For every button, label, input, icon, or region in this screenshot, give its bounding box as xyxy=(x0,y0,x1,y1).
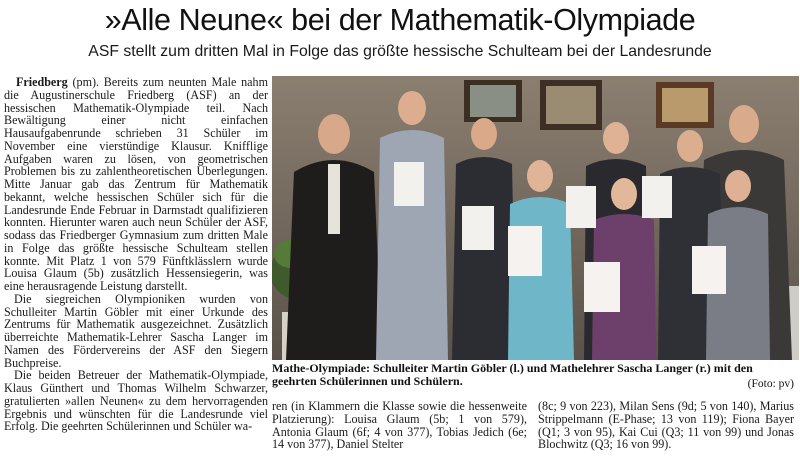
article-paragraph-4: ren (in Klammern die Klasse sowie die hessenweite Platzierung): Louisa Glaum (5b; 1 von 579), Antonia Glaum (6f; 4 von 377), Tobias Jedich (6e; 14 von 377), Daniel Stelter xyxy=(272,399,527,452)
article-column-left xyxy=(4,76,268,464)
photo-credit: (Foto: pv) xyxy=(747,378,794,390)
article-paragraph-1 xyxy=(4,76,268,293)
article-paragraph-5: (8c; 9 von 223), Milan Sens (9d; 5 von 140), Marius Strippelmann (E-Phase; 13 von 119); Fiona Bayer (Q1; 3 von 95), Kai Cui (Q3; 11 von 99) und Jonas Blochwitz (Q3; 16 von 99). xyxy=(538,399,794,452)
headline: »Alle Neune« bei der Mathematik-Olympiade xyxy=(104,3,696,37)
article-paragraph-2: Die siegreichen Olympioniken wurden von Schulleiter Martin Göbler mit einer Urkunde des Zentrums für Mathematik ausgezeichnet. Zusätzlich überreichte Mathematik-Lehrer Sascha Langer im Namen des Fördervereins der ASF den Siegern Buchpreise. xyxy=(4,291,268,370)
subheadline: ASF stellt zum dritten Mal in Folge das größte hessische Schulteam bei der Landesrunde xyxy=(88,43,712,60)
photo-caption: Mathe-Olympiade: Schulleiter Martin Göbler (l.) und Mathelehrer Sascha Langer (r.) mit den geehrten Schülerinnen und Schülern. xyxy=(272,361,753,388)
article-paragraph-3: Die beiden Betreuer der Mathematik-Olympiade, Klaus Günthert und Thomas Wilhelm Schwarzer, gratulierten »allen Neunen« zu dem hervorragenden Ergebnis und wünschten für die Landesrunde viel Erfolg. Die geehrten Schülerinnen und Schüler wa- xyxy=(4,368,268,434)
article-column-right xyxy=(538,400,794,466)
dateline: Friedberg xyxy=(16,75,68,89)
photo-illustration xyxy=(272,76,799,360)
paragraph-1-text: (pm). Bereits zum neunten Male nahm die Augustinerschule Friedberg (ASF) an der hessischen Mathematik-Olympiade teil. Nach Bewältigung einer nicht einfachen Hausaufgabenrunde schrieben 31 Schüler im November eine vierstündige Klausur. Knifflige Aufgaben waren zu lösen, von geometrischen Problemen bis zu zahlentheoretischen Überlegungen. Mitte Januar gab das Zentrum für Mathematik bekannt, welche hessischen Schüler sich für die Landesrunde Ende Februar in Darmstadt qualifizieren konnten. Hierunter waren auch neun Schüler der ASF, sodass das Friedberger Gymnasium zum dritten Male in Folge das größte hessische Schulteam stellen konnte. Mit Platz 1 von 579 Fünftklässlern wurde Louisa Glaum (5b) zusätzlich Hessensiegerin, was eine herausragende Leistung darstellt. xyxy=(4,75,268,293)
article-column-middle xyxy=(272,400,527,466)
group-photo xyxy=(272,76,799,360)
